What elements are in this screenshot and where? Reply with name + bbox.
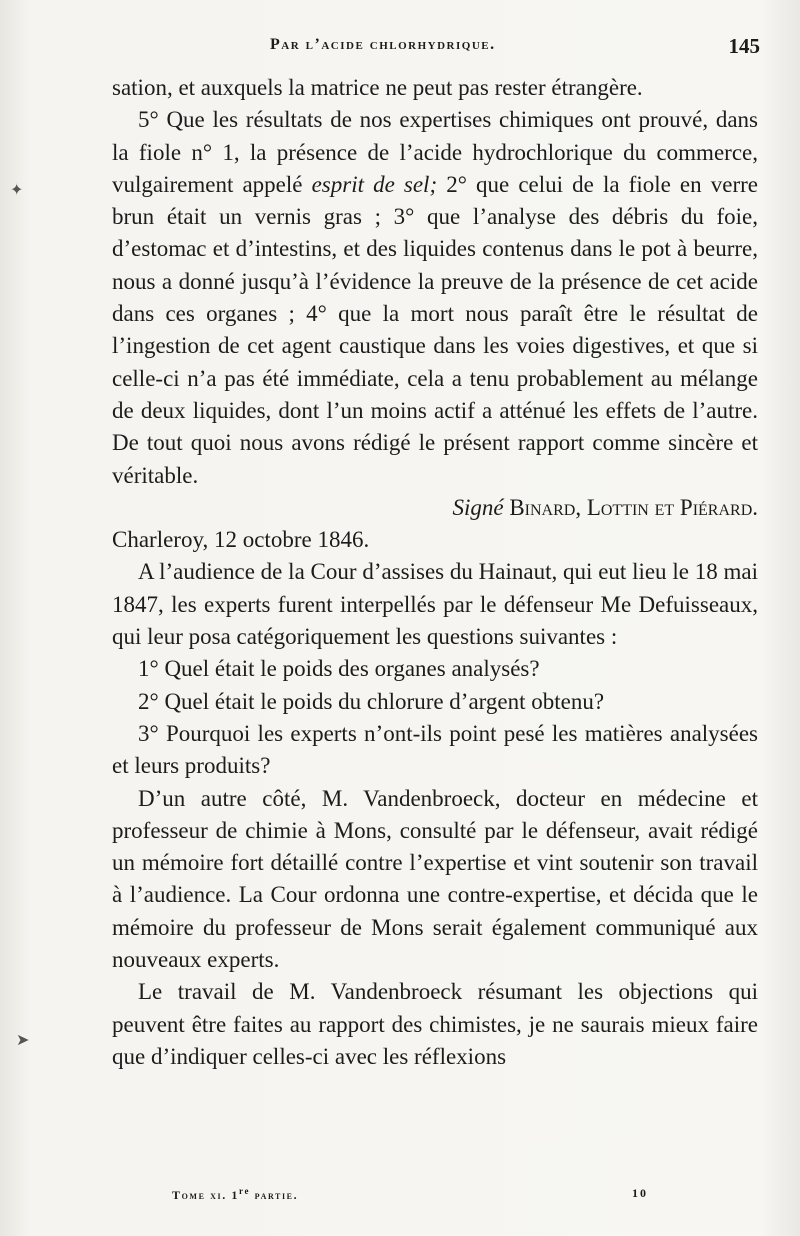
running-head xyxy=(110,34,760,62)
signature-label: Signé xyxy=(452,494,504,520)
page-body xyxy=(112,72,758,1073)
margin-mark-icon: ✦ xyxy=(10,180,24,199)
text-run: 2° que celui de la fiole en verre brun était un vernis gras ; 3° que l’analyse des débris du foie, d’estomac et d’intestins, et des liquides contenus dans le pot à beurre, nous a donné jusqu’à l’évidence la preuve de la présence de cet acide dans ces organes ; 4° que la mort nous paraît être le résultat de l’ingestion de cet agent caustique dans les voies digestives, et que si celle-ci n’a pas été immédiate, cela a tenu probablement au mélange de deux liquides, dont l’un moins actif a atténué les effets de l’autre. De tout quoi nous avons rédigé le présent rapport comme sincère et véritable. xyxy=(112,171,758,488)
signature-block xyxy=(112,492,758,524)
part-ordinal: re xyxy=(239,1186,251,1196)
paragraph-audience: A l’audience de la Cour d’assises du Hainaut, qui eut lieu le 18 mai 1847, les experts furent interpellés par le défenseur Me Defuisseaux, qui leur posa catégoriquement les questions suivantes : xyxy=(112,559,758,650)
signature-mark xyxy=(172,1186,298,1203)
part-label: partie. xyxy=(254,1188,299,1202)
part-number: 1 xyxy=(231,1188,240,1202)
paragraph-vandenbroeck: D’un autre côté, M. Vandenbroeck, docteur en médecine et professeur de chimie à Mons, consulté par le défenseur, avait rédigé un mémoire fort détaillé contre l’expertise et vint soutenir son travail à l’audience. La Cour ordonna une contre-expertise, et décida que le mémoire du professeur de Mons serait également communiqué aux nouveaux experts. xyxy=(112,785,758,973)
signatories: Binard, Lottin et Piérard. xyxy=(509,494,758,520)
sheet-number: 10 xyxy=(632,1186,648,1200)
paragraph-travail: Le travail de M. Vandenbroeck résumant les objections qui peuvent être faites au rapport des chimistes, je ne saurais mieux faire que d’indiquer celles-ci avec les réflexions xyxy=(112,979,758,1069)
place-date: Charleroy, 12 octobre 1846. xyxy=(112,527,370,553)
question-2: 2° Quel était le poids du chlorure d’argent obtenu? xyxy=(138,688,605,714)
paragraph-conclusion-5 xyxy=(112,104,758,492)
footer xyxy=(0,1186,800,1206)
running-title: Par l’acide chlorhydrique. xyxy=(270,36,496,53)
page-number: 145 xyxy=(728,34,760,58)
question-3: 3° Pourquoi les experts n’ont-ils point pesé les matières analysées et leurs produits? xyxy=(112,720,758,779)
italic-term: esprit de sel; xyxy=(311,171,438,197)
volume-label: Tome xi. xyxy=(172,1188,227,1202)
margin-arrow-icon: ➤ xyxy=(16,1030,30,1049)
text-line: sation, et auxquels la matrice ne peut pas rester étrangère. xyxy=(112,75,643,100)
question-1: 1° Quel était le poids des organes analysés? xyxy=(138,656,540,682)
text-run: 5° Que les résultats de nos expertises chimiques ont prouvé, dans la fiole n° 1, la présence de l’acide hydrochlorique du commerce, vulgairement appelé xyxy=(112,107,758,197)
paragraph-continuation xyxy=(112,72,758,104)
